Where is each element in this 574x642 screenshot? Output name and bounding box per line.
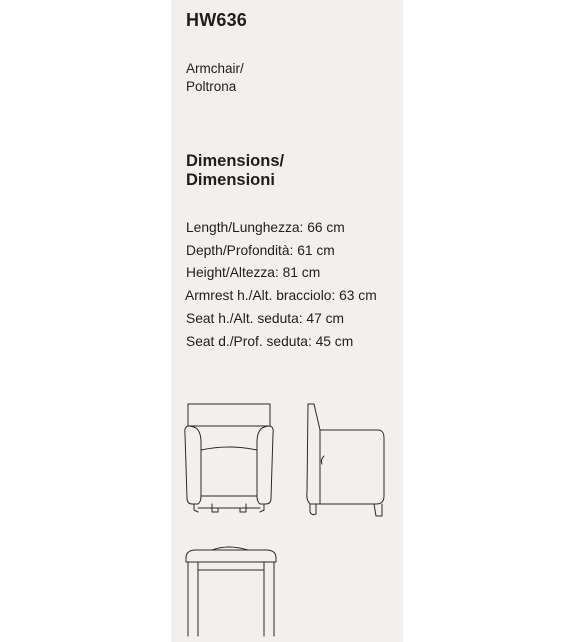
dimensions-list bbox=[186, 217, 377, 353]
front-view-drawing bbox=[182, 400, 282, 522]
dimensions-heading-line-2: Dimensioni bbox=[186, 171, 275, 189]
side-view-drawing bbox=[300, 400, 392, 522]
spec-height: Height/Altezza: 81 cm bbox=[186, 265, 321, 281]
spec-seat-depth: Seat d./Prof. seduta: 45 cm bbox=[186, 333, 354, 349]
product-code: HW636 bbox=[186, 10, 248, 30]
spec-seat-height: Seat h./Alt. seduta: 47 cm bbox=[186, 310, 344, 326]
dimensions-heading bbox=[186, 152, 284, 190]
spec-length: Length/Lunghezza: 66 cm bbox=[186, 220, 345, 235]
top-view-drawing bbox=[182, 540, 282, 640]
dimensions-heading-line-1: Dimensions/ bbox=[186, 152, 285, 170]
product-type-line-2: Poltrona bbox=[186, 79, 237, 94]
product-type-line-1: Armchair/ bbox=[186, 61, 244, 76]
product-type bbox=[186, 60, 244, 96]
spec-depth: Depth/Profondità: 61 cm bbox=[186, 242, 335, 258]
spec-armrest-height: Armrest h./Alt. bracciolo: 63 cm bbox=[185, 288, 377, 304]
